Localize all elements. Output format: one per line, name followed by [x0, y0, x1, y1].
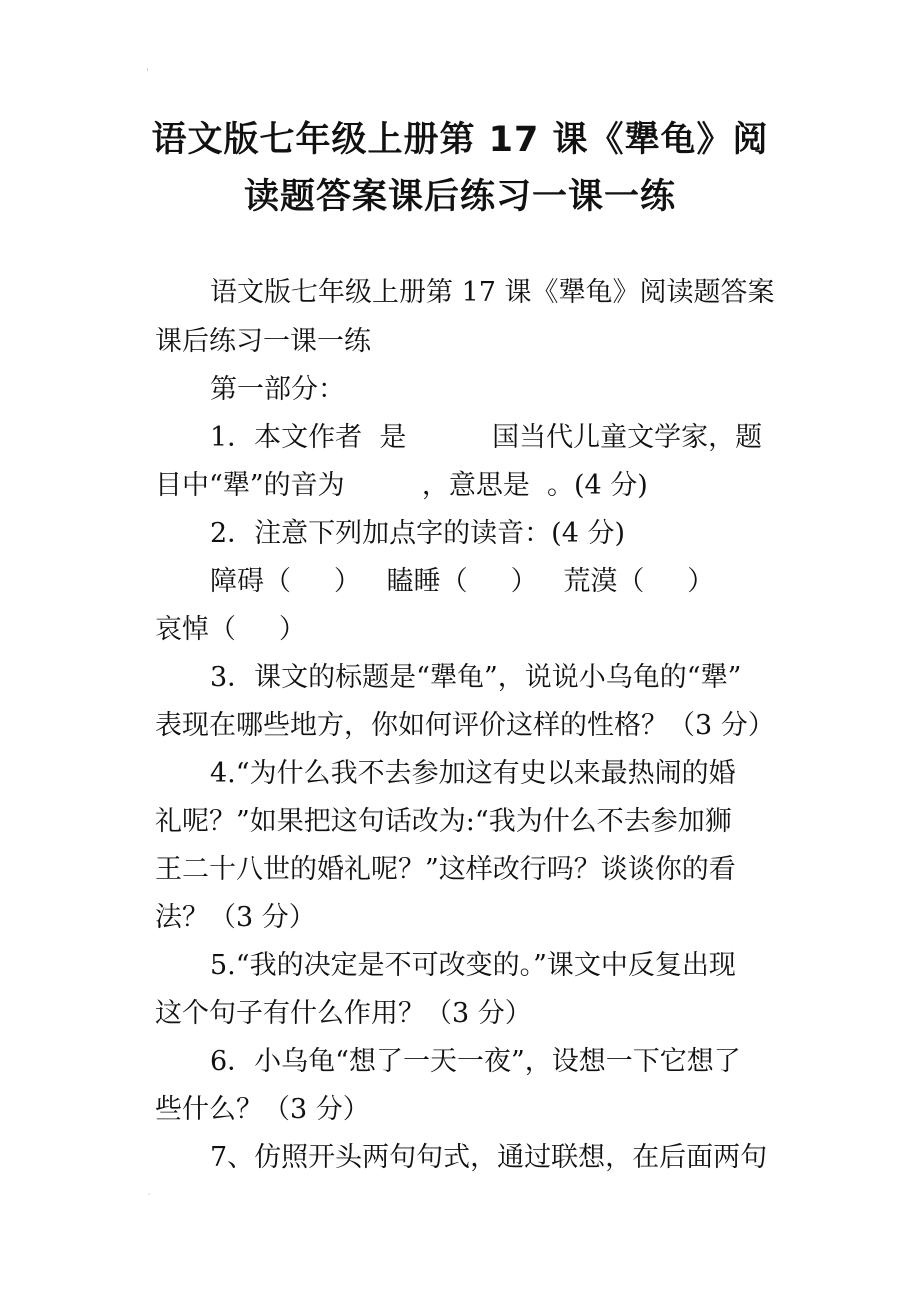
question-2-words: 障碍（ ） 瞌睡（ ） 荒漠（ ）	[210, 566, 715, 597]
title-line-1: 语文版七年级上册第 17 课《犟龟》阅	[151, 120, 769, 160]
section-heading: 第一部分：	[210, 374, 345, 405]
corner-mark-top: '	[146, 66, 150, 79]
question-2-words-cont: 哀悼（ ）	[155, 614, 306, 645]
question-3-line-1: 3．课文的标题是“犟龟”，说说小乌龟的“犟”	[210, 662, 742, 693]
title-line-2: 读题答案课后练习一课一练	[243, 177, 676, 217]
corner-mark-bottom: ´	[146, 1192, 152, 1205]
question-5-line-1: 5.“我的决定是不可改变的。”课文中反复出现	[210, 950, 736, 981]
question-6-line-1: 6．小乌龟“想了一天一夜”，设想一下它想了	[210, 1046, 741, 1077]
question-6-line-2: 些什么？（3 分）	[155, 1094, 370, 1125]
question-4-line-1: 4.“为什么我不去参加这有史以来最热闹的婚	[210, 758, 736, 789]
question-1-line-1: 1．本文作者 是 国当代儿童文学家，题	[210, 422, 763, 453]
question-5-line-2: 这个句子有什么作用？（3 分）	[155, 998, 532, 1029]
question-3-line-2: 表现在哪些地方，你如何评价这样的性格？（3 分）	[155, 710, 775, 741]
question-7-line-1: 7、仿照开头两句句式，通过联想，在后面两句	[210, 1142, 768, 1173]
page-title	[80, 112, 840, 226]
question-4-line-4: 法？（3 分）	[155, 902, 316, 933]
question-4-line-3: 王二十八世的婚礼呢？”这样改行吗？谈谈你的看	[155, 854, 736, 885]
question-4-line-2: 礼呢？”如果把这句话改为:“我为什么不去参加狮	[155, 806, 732, 837]
question-2: 2．注意下列加点字的读音：(4 分)	[210, 518, 626, 549]
body-line-1: 语文版七年级上册第 17 课《犟龟》阅读题答案	[210, 277, 775, 308]
question-1-line-2: 目中“犟”的音为 ，意思是 。(4 分)	[155, 470, 648, 501]
body-line-2: 课后练习一课一练	[155, 326, 371, 357]
